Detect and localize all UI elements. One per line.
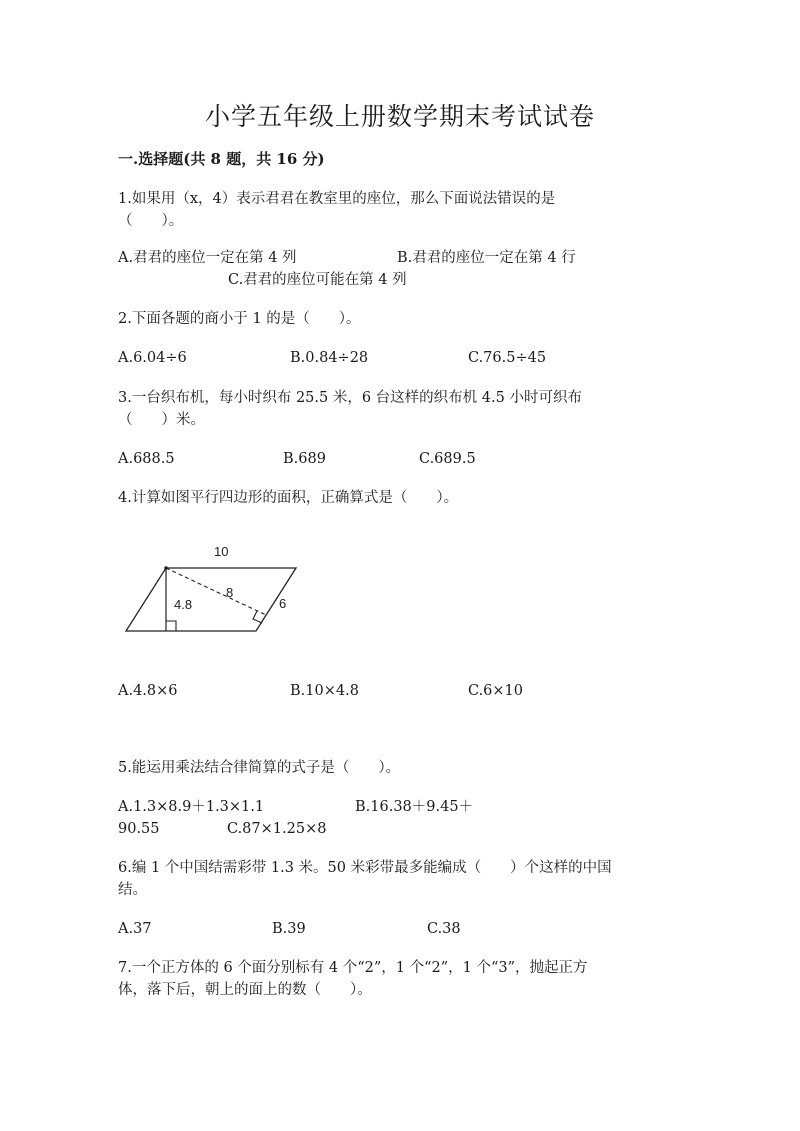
question-3-line-2: （ ）米。 (118, 412, 205, 428)
question-5-option-b: B.16.38＋9.45＋ (355, 799, 474, 815)
question-7-line-1: 7.一个正方体的 6 个面分别标有 4 个“2”，1 个“2”，1 个“3”，抛起正方 (118, 960, 588, 976)
question-4-line-1: 4.计算如图平行四边形的面积，正确算式是（ ）。 (118, 490, 459, 506)
question-3-option-b: B.689 (283, 451, 326, 467)
section-heading: 一.选择题(共 8 题，共 16 分) (118, 150, 325, 168)
question-6-line-2: 结。 (118, 882, 147, 898)
question-1-line-2: （ ）。 (118, 213, 184, 229)
question-2-option-c: C.76.5÷45 (468, 350, 547, 366)
question-4-option-c: C.6×10 (468, 683, 524, 699)
height-right-angle-mark (166, 621, 176, 631)
question-3-option-a: A.688.5 (118, 451, 175, 467)
question-6-line-1: 6.编 1 个中国结需彩带 1.3 米。50 米彩带最多能编成（ ）个这样的中国 (118, 860, 612, 876)
question-5-option-b-continued: 90.55 (118, 821, 160, 837)
label-top: 10 (214, 544, 229, 559)
question-5-option-c: C.87×1.25×8 (227, 821, 327, 837)
question-7-line-2: 体，落下后，朝上的面上的数（ ）。 (118, 982, 372, 998)
question-1-option-c: C.君君的座位可能在第 4 列 (228, 272, 407, 288)
question-3-option-c: C.689.5 (419, 451, 476, 467)
question-6-option-c: C.38 (427, 921, 461, 937)
label-height: 4.8 (174, 597, 193, 612)
question-1-option-b: B.君君的座位一定在第 4 行 (397, 250, 576, 266)
question-6-option-a: A.37 (118, 921, 152, 937)
question-2-option-a: A.6.04÷6 (118, 350, 187, 366)
question-5-option-a: A.1.3×8.9＋1.3×1.1 (118, 799, 265, 815)
label-side: 6 (279, 596, 287, 611)
question-1-option-a: A.君君的座位一定在第 4 列 (118, 250, 297, 266)
question-5-line-1: 5.能运用乘法结合律简算的式子是（ ）。 (118, 760, 401, 776)
parallelogram-figure (120, 538, 320, 638)
question-4-option-b: B.10×4.8 (290, 683, 359, 699)
page-title: 小学五年级上册数学期末考试试卷 (204, 102, 595, 131)
label-diagonal: 8 (226, 585, 234, 600)
question-6-option-b: B.39 (272, 921, 306, 937)
question-2-option-b: B.0.84÷28 (290, 350, 369, 366)
parallelogram-shape (126, 568, 296, 631)
vertex-dot (164, 566, 168, 570)
question-3-line-1: 3.一台织布机，每小时织布 25.5 米，6 台这样的织布机 4.5 小时可织布 (118, 390, 582, 406)
question-1-line-1: 1.如果用（x，4）表示君君在教室里的座位，那么下面说法错误的是 (118, 191, 556, 207)
question-4-option-a: A.4.8×6 (118, 683, 178, 699)
question-2-line-1: 2.下面各题的商小于 1 的是（ ）。 (118, 311, 361, 327)
perpendicular-right-angle-mark (253, 611, 262, 623)
